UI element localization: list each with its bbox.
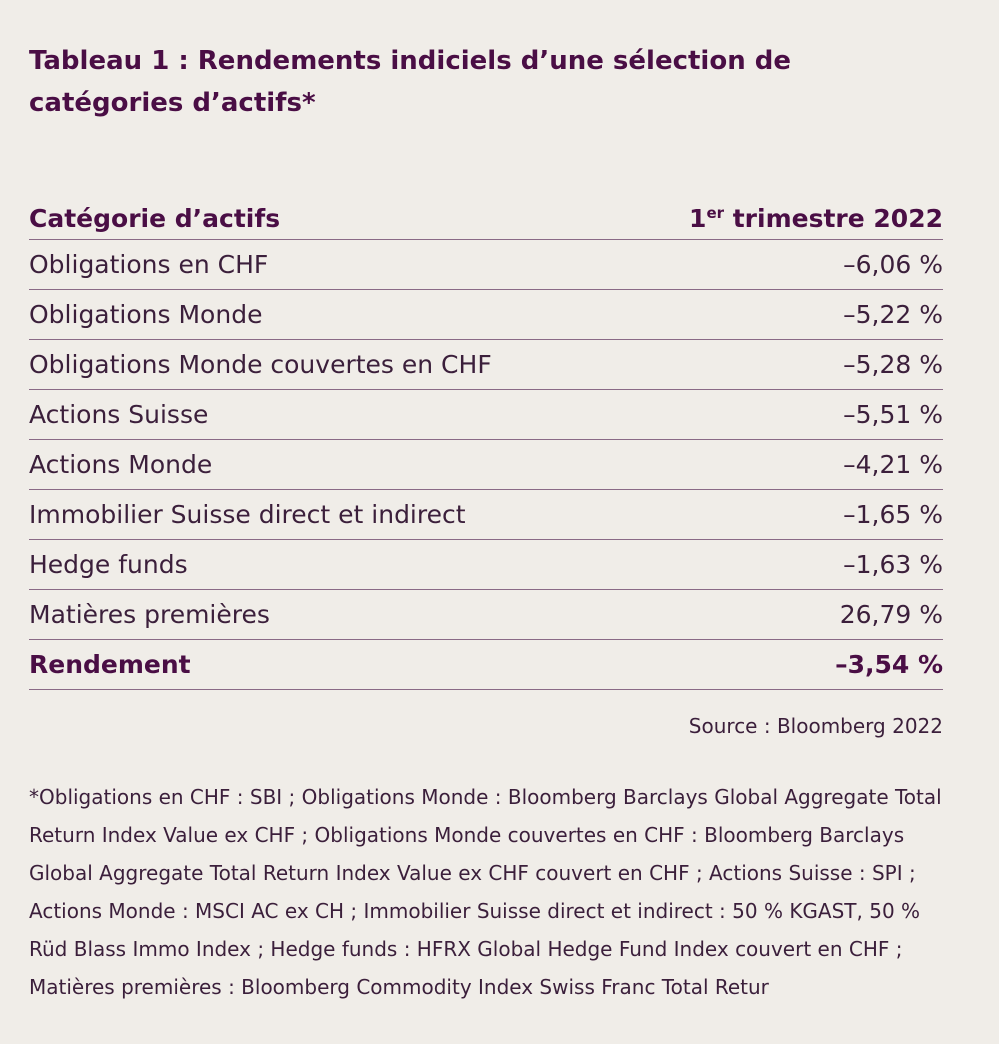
footnote: *Obligations en CHF : SBI ; Obligations Monde : Bloomberg Barclays Global Aggregate Total Return Index Value ex CHF ; Obligations Monde couvertes en CHF : Bloomberg Barclays Global Aggregate Total Return Index Value ex CHF couvert en CHF ; Actions Suisse : SPI ; Actions Monde : MSCI AC ex CH ; Immobilier Suisse direct et indirect : 50 % KGAST, 50 % Rüd Blass Immo Index ; Hedge funds : HFRX Global Hedge Fund Index couvert en CHF ; Matières premières : Bloomberg Commodity Index Swiss Franc Total Retur (29, 785, 942, 999)
row-category: Matières premières (29, 600, 270, 629)
row-value: –6,06 % (843, 250, 943, 279)
row-value: –5,51 % (843, 400, 943, 429)
table-header-row (29, 192, 943, 240)
header-period-sup: er (706, 204, 725, 222)
header-period-suffix: trimestre 2022 (724, 204, 943, 233)
table-row (29, 590, 943, 640)
table-row (29, 490, 943, 540)
row-value: –5,22 % (843, 300, 943, 329)
row-category: Obligations en CHF (29, 250, 269, 279)
table-total-row (29, 640, 943, 690)
row-category: Obligations Monde couvertes en CHF (29, 350, 492, 379)
row-value: –1,63 % (843, 550, 943, 579)
table-title: Tableau 1 : Rendements indiciels d’une sélection de catégories d’actifs* (29, 46, 791, 118)
row-value: –1,65 % (843, 500, 943, 529)
header-category: Catégorie d’actifs (29, 204, 281, 233)
document (29, 40, 943, 1026)
table-row (29, 390, 943, 440)
row-category: Actions Monde (29, 450, 213, 479)
row-category: Obligations Monde (29, 300, 263, 329)
table-row (29, 240, 943, 290)
returns-table (29, 192, 943, 690)
total-value: –3,54 % (835, 650, 943, 679)
row-value: –4,21 % (843, 450, 943, 479)
row-category: Immobilier Suisse direct et indirect (29, 500, 466, 529)
header-period-prefix: 1 (689, 204, 707, 233)
source-note: Source : Bloomberg 2022 (688, 714, 943, 738)
table-row (29, 340, 943, 390)
row-value: –5,28 % (843, 350, 943, 379)
row-category: Hedge funds (29, 550, 188, 579)
table-row (29, 540, 943, 590)
header-period (689, 204, 943, 233)
table-row (29, 440, 943, 490)
row-category: Actions Suisse (29, 400, 209, 429)
table-row (29, 290, 943, 340)
total-category: Rendement (29, 650, 191, 679)
row-value: 26,79 % (839, 600, 943, 629)
